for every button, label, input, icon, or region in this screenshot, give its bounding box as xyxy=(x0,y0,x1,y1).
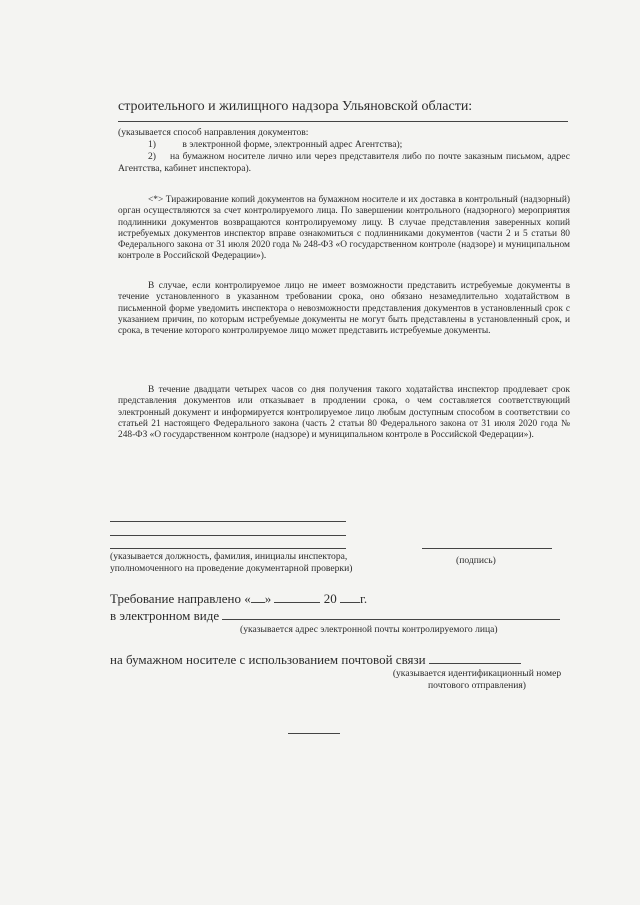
paper-hint: (указывается идентификационный номер почтового отправления) xyxy=(392,668,562,691)
sent-suffix: г. xyxy=(359,591,368,606)
signature-line xyxy=(422,548,552,549)
inspector-line-3 xyxy=(110,548,346,549)
electronic-hint: (указывается адрес электронной почты контролируемого лица) xyxy=(240,624,498,635)
inspector-line-1 xyxy=(110,521,346,522)
signature-label: (подпись) xyxy=(456,555,496,566)
delivery-option-1 xyxy=(148,139,568,151)
email-field[interactable] xyxy=(222,607,560,620)
sent-prefix: Требование направлено « xyxy=(110,591,251,606)
end-divider xyxy=(288,733,340,734)
sent-mid: » xyxy=(264,591,272,606)
delivery-hint: (указывается способ направления документов: xyxy=(118,127,309,138)
month-field[interactable] xyxy=(274,590,320,603)
sent-block xyxy=(110,590,560,624)
delivery-method-line xyxy=(118,121,568,122)
day-field[interactable] xyxy=(251,590,265,603)
sent-date-line xyxy=(110,590,560,607)
option-2-text: на бумажном носителе лично или через представителя либо по почте заказным письмом, адрес Агентства, кабинет инспектора). xyxy=(118,151,570,174)
electronic-line xyxy=(110,607,560,624)
year-field[interactable] xyxy=(340,590,360,603)
footnote-paragraph-2-text: В случае, если контролируемое лицо не имеет возможности представить истребуемые документы в течение установленного в указанном требовании срока, оно обязано незамедлительно ходатайством в письменной форме уведомить инспектора о невозможности представления документов в установленный срок с указанием причин, по которым истребуемые документы не могут быть представлены в установленный срок, и срока, в течение которого контролируемое лицо может представить истребуемые документы. xyxy=(118,281,570,337)
option-1-text: в электронной форме, электронный адрес Агентства); xyxy=(182,139,403,150)
inspector-hint: (указывается должность, фамилия, инициалы инспектора, уполномоченного на проведение документарной проверки) xyxy=(110,551,353,574)
footnote-paragraph-3 xyxy=(118,385,570,441)
electronic-label: в электронном виде xyxy=(110,608,220,623)
footnote-paragraph-1-text: <*> Тиражирование копий документов на бумажном носителе и их доставка в контрольный (надзорный) орган осуществляются за счет контролируемого лица. По завершении контрольного (надзорного) мероприятия подлинники документов возвращаются контролируемому лицу. В случае представления заверенных копий истребуемых документов инспектор вправе ознакомиться с подлинниками документов (части 2 и 5 статьи 80 Федерального закона от 31 июля 2020 года № 248-ФЗ «О государственном контроле (надзоре) и муниципальном контроле в Российской Федерации»). xyxy=(118,195,570,262)
option-1-number: 1) xyxy=(148,139,156,150)
paper-label: на бумажном носителе с использованием почтовой связи xyxy=(110,652,426,667)
inspector-line-2 xyxy=(110,535,346,536)
delivery-option-2 xyxy=(118,151,570,174)
postal-id-field[interactable] xyxy=(429,651,521,664)
footnote-paragraph-2 xyxy=(118,281,570,337)
option-2-number: 2) xyxy=(148,151,156,162)
sent-year: 20 xyxy=(323,591,337,606)
footnote-paragraph-3-text: В течение двадцати четырех часов со дня получения такого ходатайства инспектор продлевает срок представления документов или отказывает в продлении срока, о чем составляется соответствующий электронный документ и информируется контролируемое лицо любым доступным способом в соответствии со статьей 21 настоящего Федерального закона (часть 2 статьи 80 Федерального закона от 31 июля 2020 года № 248-ФЗ «О государственном контроле (надзоре) и муниципальном контроле в Российской Федерации»). xyxy=(118,385,570,441)
paper-line xyxy=(110,651,521,668)
footnote-paragraph-1 xyxy=(118,195,570,263)
agency-line: строительного и жилищного надзора Ульяновской области: xyxy=(118,99,473,114)
